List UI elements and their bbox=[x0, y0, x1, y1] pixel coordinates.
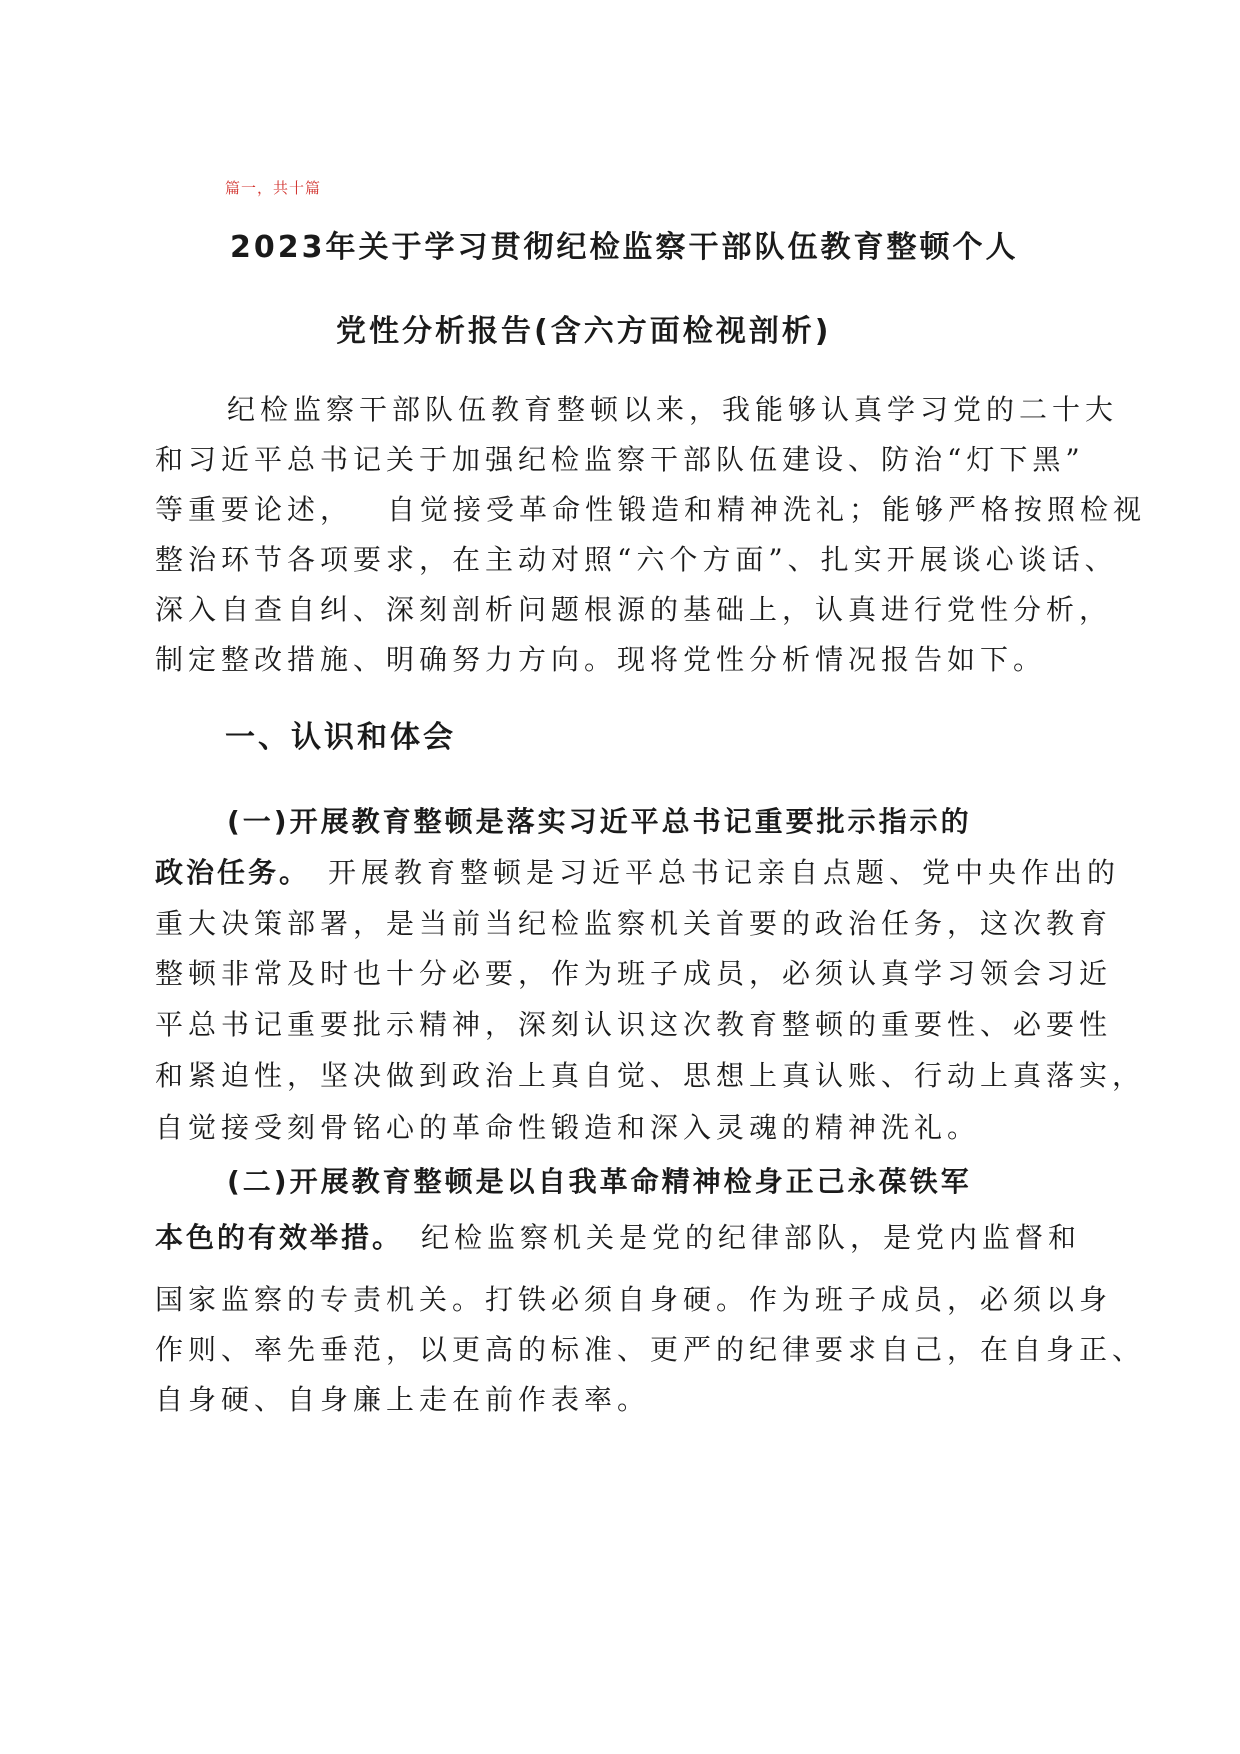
subsection-2-line: 国家监察的专责机关。打铁必须自身硬。作为班子成员，必须以身 bbox=[155, 1283, 1113, 1316]
intro-line: 制定整改措施、明确努力方向。现将党性分析情况报告如下。 bbox=[155, 643, 1047, 676]
intro-line: 纪检监察干部队伍教育整顿以来，我能够认真学习党的二十大 bbox=[227, 393, 1119, 426]
subsection-2-text: 纪检监察机关是党的纪律部队，是党内监督和 bbox=[421, 1221, 1082, 1254]
subsection-heading-2: (二)开展教育整顿是以自我革命精神检身正己永葆铁军 bbox=[227, 1165, 972, 1198]
subsection-heading-2-end: 本色的有效举措。 bbox=[155, 1221, 404, 1254]
subsection-1-line: 自觉接受刻骨铭心的革命性锻造和深入灵魂的精神洗礼。 bbox=[155, 1111, 981, 1144]
subsection-heading-1: (一)开展教育整顿是落实习近平总书记重要批示指示的 bbox=[227, 805, 972, 838]
section-heading: 一、认识和体会 bbox=[225, 720, 456, 755]
intro-line-part: 等重要论述， bbox=[155, 493, 354, 526]
document-title-line-1: 2023年关于学习贯彻纪检监察干部队伍教育整顿个人 bbox=[230, 230, 1019, 265]
intro-line-part: 自觉接受革命性锻造和精神洗礼；能够严格按照检视 bbox=[387, 493, 1147, 526]
subsection-2-line: 自身硬、自身廉上走在前作表率。 bbox=[155, 1383, 651, 1416]
intro-line bbox=[155, 488, 1146, 528]
intro-line: 深入自查自纠、深刻剖析问题根源的基础上，认真进行党性分析， bbox=[155, 593, 1113, 626]
subsection-1-text: 开展教育整顿是习近平总书记亲自点题、党中央作出的 bbox=[328, 856, 1121, 889]
subsection-2-line: 作则、率先垂范，以更高的标准、更严的纪律要求自己，在自身正、 bbox=[155, 1333, 1146, 1366]
subsection-1-line bbox=[155, 851, 1120, 891]
intro-line: 和习近平总书记关于加强纪检监察干部队伍建设、防治“灯下黑” bbox=[155, 443, 1085, 476]
series-label: 篇一，共十篇 bbox=[225, 179, 322, 197]
subsection-1-line: 和紧迫性，坚决做到政治上真自觉、思想上真认账、行动上真落实， bbox=[155, 1059, 1146, 1092]
subsection-heading-1-end: 政治任务。 bbox=[155, 856, 311, 889]
document-title-line-2: 党性分析报告(含六方面检视剖析) bbox=[336, 314, 832, 349]
intro-line: 整治环节各项要求，在主动对照“六个方面”、扎实开展谈心谈话、 bbox=[155, 543, 1118, 576]
subsection-1-line: 平总书记重要批示精神，深刻认识这次教育整顿的重要性、必要性 bbox=[155, 1008, 1113, 1041]
subsection-2-line bbox=[155, 1216, 1081, 1256]
subsection-1-line: 整顿非常及时也十分必要，作为班子成员，必须认真学习领会习近 bbox=[155, 957, 1113, 990]
subsection-1-line: 重大决策部署，是当前当纪检监察机关首要的政治任务，这次教育 bbox=[155, 907, 1113, 940]
